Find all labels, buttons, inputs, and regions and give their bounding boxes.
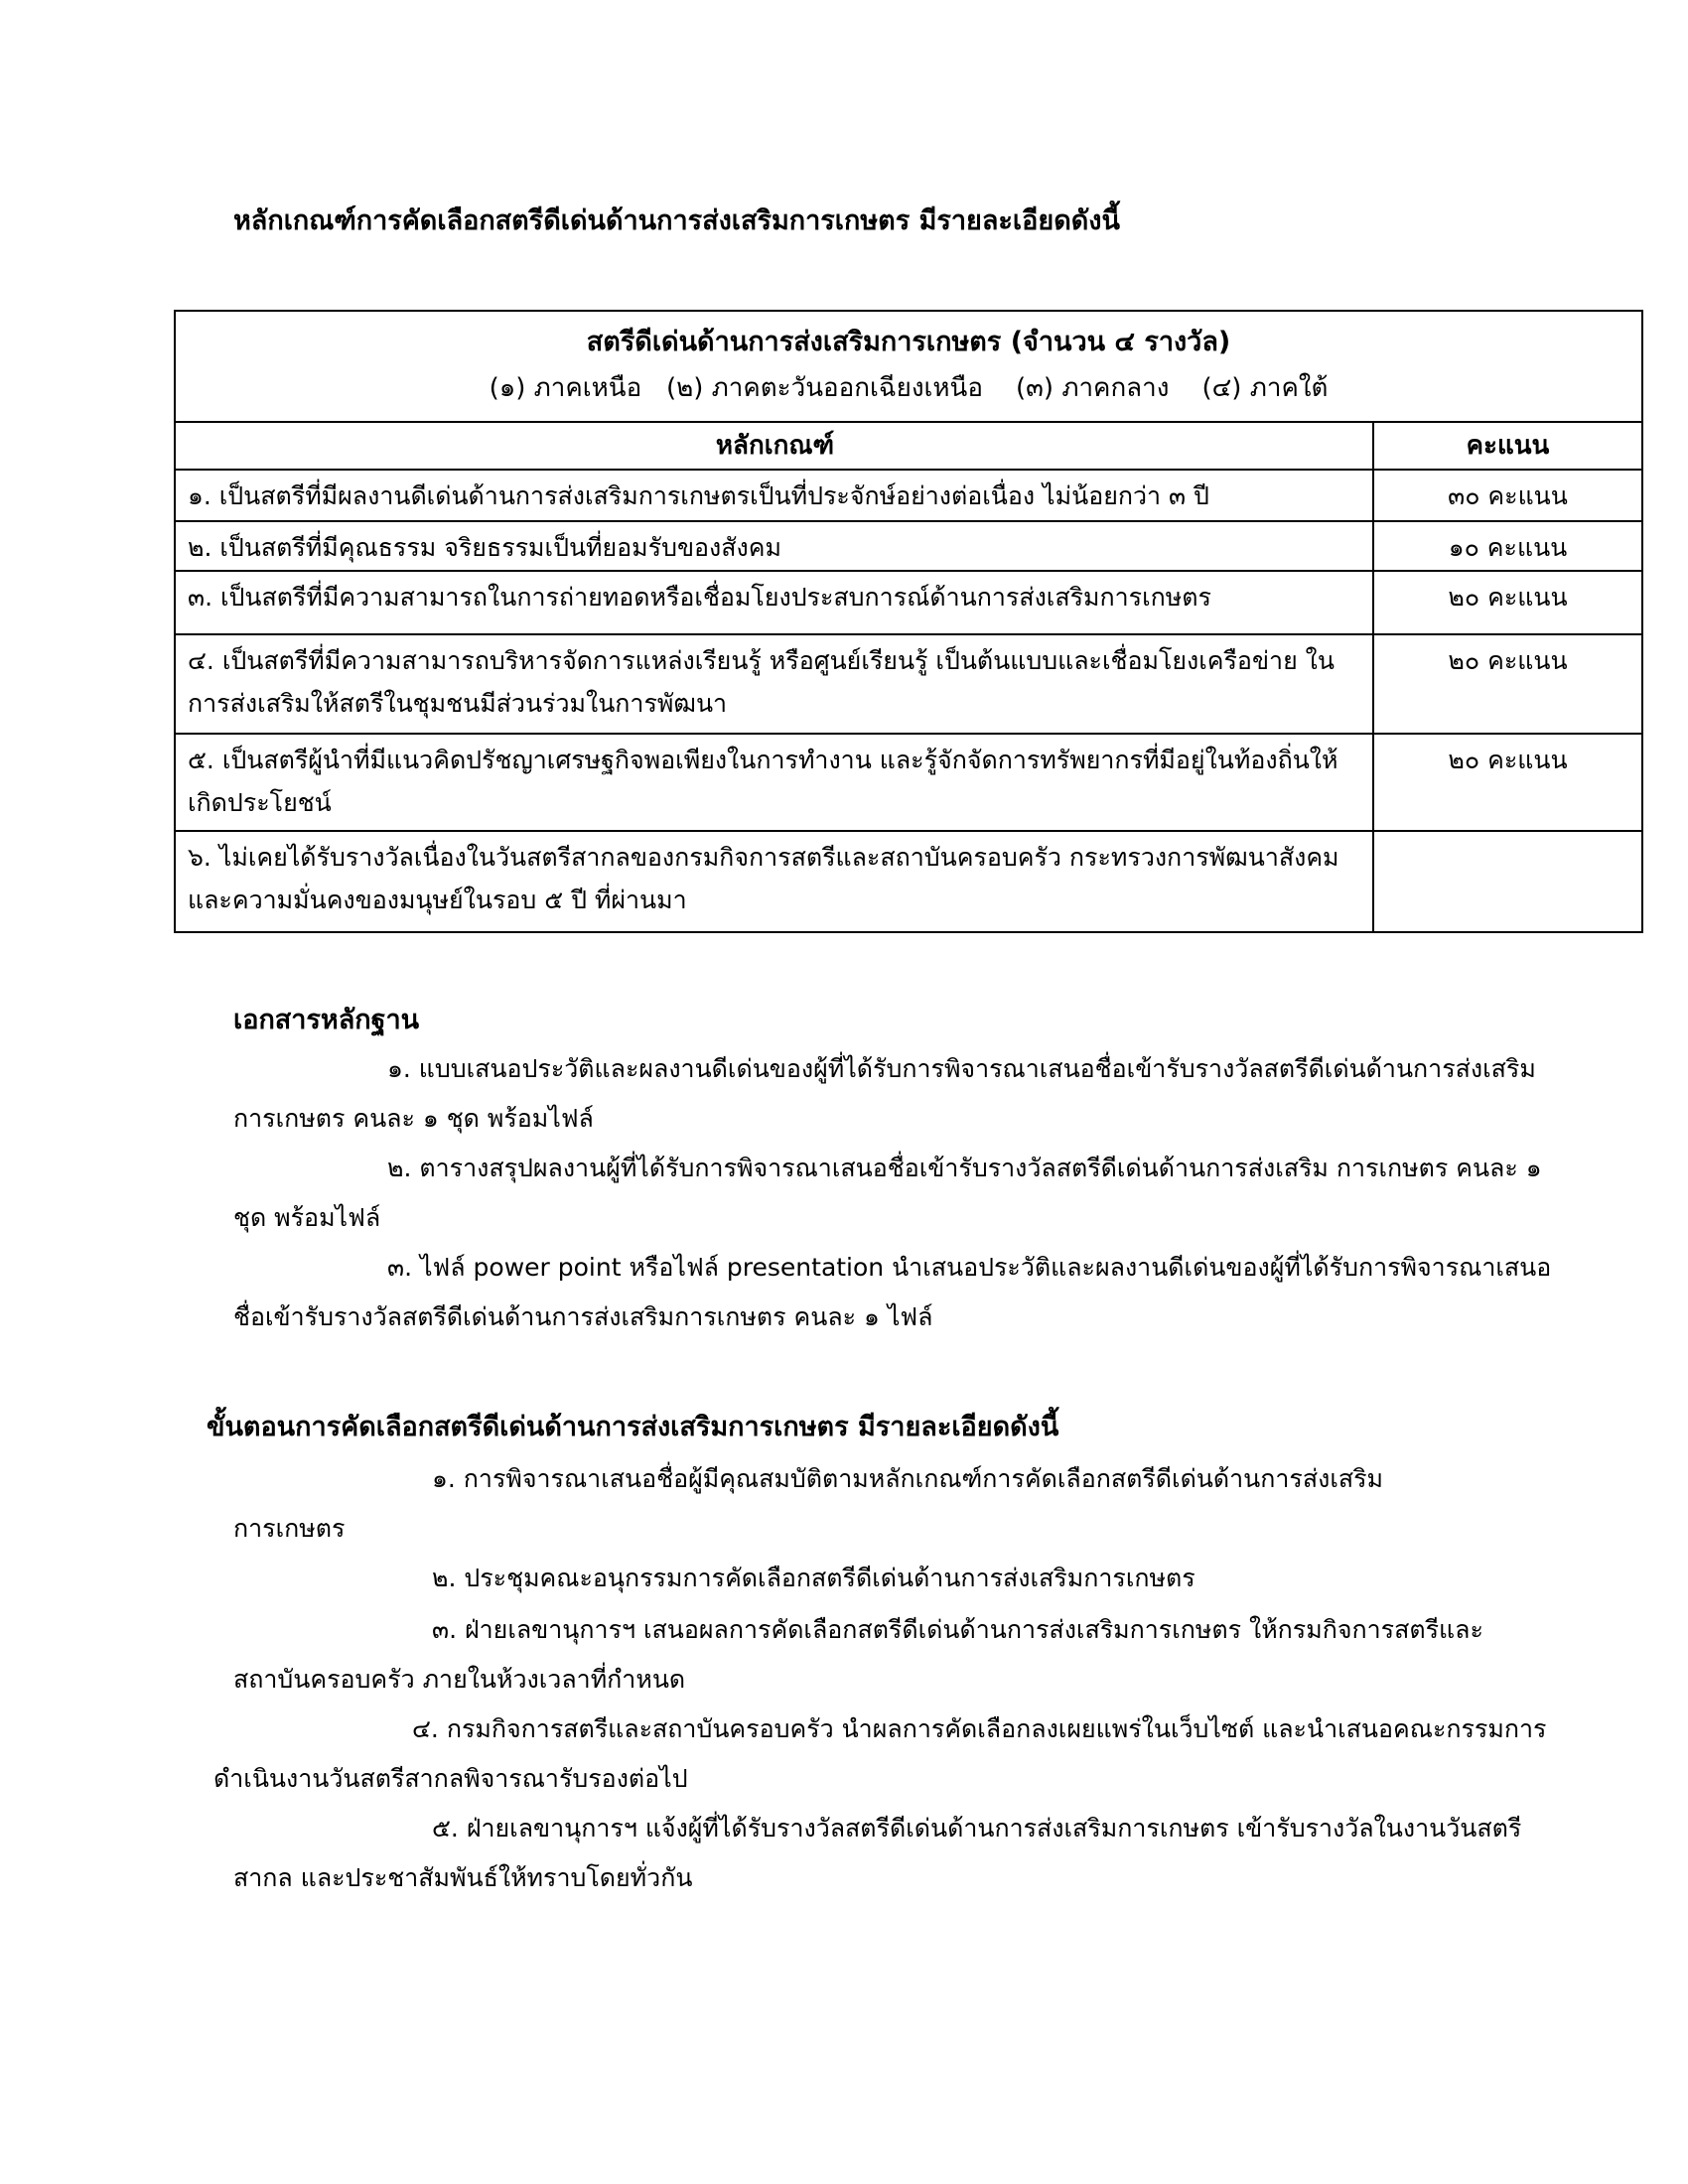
score-cell: ๓๐ คะแนน — [1448, 481, 1568, 510]
table-row — [176, 471, 1641, 522]
evidence-item-text: ๑. แบบเสนอประวัติและผลงานดีเด่นของผู้ที่ได้รับการพิจารณาเสนอชื่อเข้ารับรางวัลสตรีดีเด่นด้านการส่งเสริมการเกษตร คนละ ๑ ชุด พร้อมไฟล์ — [233, 1054, 1536, 1133]
steps-heading: ขั้นตอนการคัดเลือกสตรีดีเด่นด้านการส่งเสริมการเกษตร มีรายละเอียดดังนี้ — [207, 1412, 1059, 1442]
step-item-text: ๓. ฝ่ายเลขานุการฯ เสนอผลการคัดเลือกสตรีดีเด่นด้านการส่งเสริมการเกษตร ให้กรมกิจการสตรีและสถาบันครอบครัว ภายในห้วงเวลาที่กำหนด — [233, 1615, 1483, 1694]
criteria-cell: ๑. เป็นสตรีที่มีผลงานดีเด่นด้านการส่งเสริมการเกษตรเป็นที่ประจักษ์อย่างต่อเนื่อง ไม่น้อยกว่า ๓ ปี — [176, 471, 1374, 520]
score-cell: ๒๐ คะแนน — [1448, 583, 1568, 612]
step-item-text: ๕. ฝ่ายเลขานุการฯ แจ้งผู้ที่ได้รับรางวัลสตรีดีเด่นด้านการส่งเสริมการเกษตร เข้ารับรางวัลในงานวันสตรีสากล และประชาสัมพันธ์ให้ทราบโดยทั่วกัน — [233, 1814, 1522, 1892]
table-row — [176, 735, 1641, 832]
criteria-table — [174, 310, 1643, 933]
evidence-heading: เอกสารหลักฐาน — [233, 1005, 420, 1035]
table-row — [176, 832, 1641, 931]
score-cell — [1374, 832, 1641, 931]
step-item — [233, 1605, 1554, 1705]
table-row — [176, 572, 1641, 635]
table-column-header-row — [176, 423, 1641, 471]
evidence-item — [233, 1243, 1554, 1342]
table-title: สตรีดีเด่นด้านการส่งเสริมการเกษตร (จำนวน ๔ รางวัล) — [586, 327, 1231, 357]
criteria-cell: ๒. เป็นสตรีที่มีคุณธรรม จริยธรรมเป็นที่ยอมรับของสังคม — [176, 522, 1374, 570]
criteria-cell: ๓. เป็นสตรีที่มีความสามารถในการถ่ายทอดหรือเชื่อมโยงประสบการณ์ด้านการส่งเสริมการเกษตร — [176, 572, 1374, 633]
criteria-cell: ๕. เป็นสตรีผู้นำที่มีแนวคิดปรัชญาเศรษฐกิจพอเพียงในการทำงาน และรู้จักจัดการทรัพยากรที่มีอยู่ในท้องถิ่นให้เกิดประโยชน์ — [176, 735, 1374, 830]
column-header-score: คะแนน — [1466, 431, 1550, 461]
step-item-text: ๒. ประชุมคณะอนุกรรมการคัดเลือกสตรีดีเด่นด้านการส่งเสริมการเกษตร — [432, 1564, 1196, 1592]
evidence-item-text: ๓. ไฟล์ power point หรือไฟล์ presentation นำเสนอประวัติและผลงานดีเด่นของผู้ที่ได้รับการพิจารณาเสนอชื่อเข้ารับรางวัลสตรีดีเด่นด้านการส่งเสริมการเกษตร คนละ ๑ ไฟล์ — [233, 1253, 1552, 1331]
step-item — [233, 1804, 1554, 1903]
step-item-text: ๑. การพิจารณาเสนอชื่อผู้มีคุณสมบัติตามหลักเกณฑ์การคัดเลือกสตรีดีเด่นด้านการส่งเสริมการเกษตร — [233, 1464, 1384, 1543]
criteria-heading: หลักเกณฑ์การคัดเลือกสตรีดีเด่นด้านการส่งเสริมการเกษตร มีรายละเอียดดังนี้ — [233, 205, 1120, 236]
evidence-item — [233, 1044, 1554, 1144]
step-item-text: ๔. กรมกิจการสตรีและสถาบันครอบครัว นำผลการคัดเลือกลงเผยแพร่ในเว็บไซต์ และนำเสนอคณะกรรมการดำเนินงานวันสตรีสากลพิจารณารับรองต่อไป — [213, 1714, 1547, 1793]
evidence-item — [233, 1144, 1554, 1243]
table-row — [176, 522, 1641, 572]
step-item — [213, 1705, 1554, 1804]
score-cell: ๑๐ คะแนน — [1448, 533, 1568, 562]
criteria-cell: ๔. เป็นสตรีที่มีความสามารถบริหารจัดการแหล่งเรียนรู้ หรือศูนย์เรียนรู้ เป็นต้นแบบและเชื่อมโยงเครือข่าย ในการส่งเสริมให้สตรีในชุมชนมีส่วนร่วมในการพัฒนา — [176, 635, 1374, 733]
table-row — [176, 635, 1641, 735]
step-item — [233, 1454, 1494, 1554]
column-header-criteria: หลักเกณฑ์ — [176, 423, 1374, 469]
step-item — [233, 1554, 1554, 1603]
evidence-item-text: ๒. ตารางสรุปผลงานผู้ที่ได้รับการพิจารณาเสนอชื่อเข้ารับรางวัลสตรีดีเด่นด้านการส่งเสริม การเกษตร คนละ ๑ ชุด พร้อมไฟล์ — [233, 1154, 1542, 1232]
score-cell: ๒๐ คะแนน — [1448, 646, 1568, 675]
score-cell: ๒๐ คะแนน — [1448, 746, 1568, 774]
table-header-block — [176, 312, 1641, 423]
table-regions: (๑) ภาคเหนือ (๒) ภาคตะวันออกเฉียงเหนือ (๓) ภาคกลาง (๔) ภาคใต้ — [489, 373, 1329, 403]
criteria-cell: ๖. ไม่เคยได้รับรางวัลเนื่องในวันสตรีสากลของกรมกิจการสตรีและสถาบันครอบครัว กระทรวงการพัฒนาสังคมและความมั่นคงของมนุษย์ในรอบ ๕ ปี ที่ผ่านมา — [176, 832, 1374, 931]
